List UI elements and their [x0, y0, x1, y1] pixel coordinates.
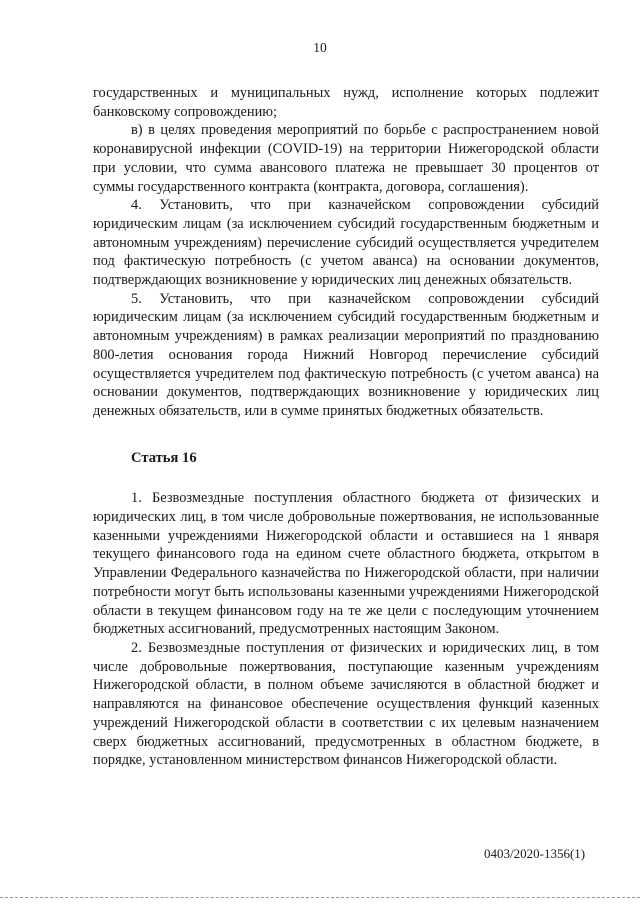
- paragraph-item-4: 4. Установить, что при казначейском сопровождении субсидий юридическим лицам (за исключением субсидий государственным бюджетным и автономным учреждениям) перечисление субсидий осуществляется учредителем под фактическую потребность (с учетом аванса) на основании документов, подтверждающих возникновение у юридических лиц денежных обязательств.: [93, 197, 599, 289]
- document-code: 0403/2020-1356(1): [484, 846, 586, 861]
- article-heading: Статья 16: [131, 449, 197, 466]
- bottom-divider: [0, 897, 640, 898]
- document-body: [93, 84, 599, 770]
- paragraph-item-v: в) в целях проведения мероприятий по борьбе с распространением новой коронавирусной инфекции (COVID-19) на территории Нижегородской области при условии, что сумма авансового платежа не превышает 30 процентов от суммы государственного контракта (контракта, договора, соглашения).: [93, 122, 599, 195]
- article-paragraph-2: 2. Безвозмездные поступления от физических и юридических лиц, в том числе добровольные пожертвования, поступающие казенным учреждениям Нижегородской области, в полном объеме зачисляются в областной бюджет и направляются на финансовое обеспечение осуществления функций казенных учреждений Нижегородской области в соответствии с их целевым назначением сверх бюджетных ассигнований, предусмотренных в областном бюджете, в порядке, установленном министерством финансов Нижегородской области.: [93, 639, 599, 769]
- paragraph-continuation: государственных и муниципальных нужд, исполнение которых подлежит банковскому сопровождению;: [93, 85, 599, 120]
- article-paragraph-1: 1. Безвозмездные поступления областного бюджета от физических и юридических лиц, в том числе добровольные пожертвования, не использованные казенными учреждениями Нижегородской области и оставшиеся на 1 января текущего финансового года на едином счете областного бюджета, открытом в Управлении Федерального казначейства по Нижегородской области, при наличии потребности могут быть использованы казенными учреждениями Нижегородской области в текущем финансовом году на те же цели с последующим уточнением бюджетных ассигнований, предусмотренных настоящим Законом.: [93, 490, 599, 638]
- paragraph-item-5: 5. Установить, что при казначейском сопровождении субсидий юридическим лицам (за исключением субсидий государственным бюджетным и автономным учреждениям) в рамках реализации мероприятий по празднованию 800-летия основания города Нижний Новгород перечисление субсидий осуществляется учредителем под фактическую потребность (с учетом аванса) на основании документов, подтверждающих возникновение у юридических лиц денежных обязательств, или в сумме принятых бюджетных обязательств.: [93, 290, 599, 419]
- page-number: 10: [313, 40, 327, 55]
